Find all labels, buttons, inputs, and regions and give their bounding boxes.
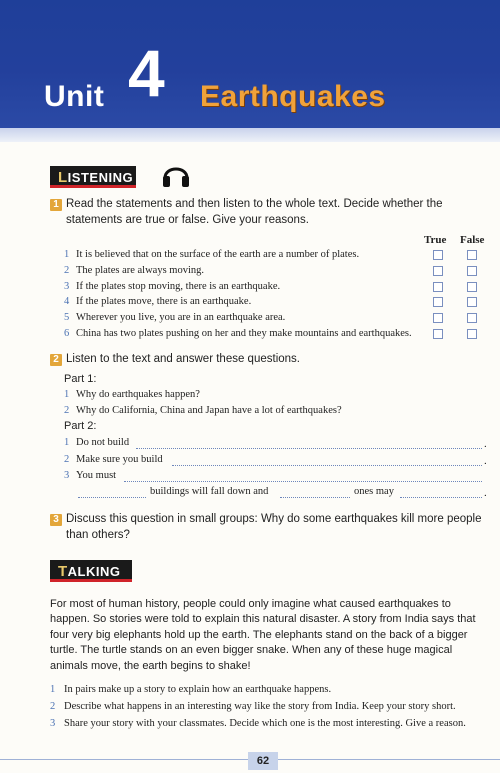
true-checkbox[interactable]: [433, 329, 443, 339]
question-2-text: Listen to the text and answer these questions.: [66, 353, 300, 365]
talking-paragraph: For most of human history, people could only imagine what caused earthquakes to happen. So stories were told to explain this natural disaster. A story from India says that four very big elephants hold up the earth. The elephants stand on the back of a bigger turtle. The turtle stands on an even bigger snake. When any of these huge magical animals move, the earth begins to shake!: [50, 598, 476, 672]
fill-in-text: buildings will fall down and: [150, 486, 269, 497]
true-checkbox[interactable]: [433, 313, 443, 323]
false-checkbox[interactable]: [467, 313, 477, 323]
false-checkbox[interactable]: [467, 266, 477, 276]
statement-row: 1 It is believed that on the surface of the earth are a number of plates.: [64, 249, 360, 260]
question-3-number: 3: [50, 514, 62, 526]
period: .: [484, 487, 487, 499]
task-item: 1 In pairs make up a story to explain how an earthquake happens.: [50, 684, 332, 695]
part-2-label: Part 2:: [64, 420, 97, 432]
task-item: 3 Share your story with your classmates. Decide which one is the most interesting. Give a reason.: [50, 718, 466, 729]
true-column-header: True: [424, 234, 447, 246]
page-number: 62: [248, 752, 278, 770]
answer-blank[interactable]: [78, 497, 146, 498]
fill-in-text: ones may: [354, 486, 394, 497]
period: .: [484, 438, 487, 450]
header-strip: [0, 128, 500, 142]
statement-row: 6 China has two plates pushing on her and they make mountains and earthquakes.: [64, 328, 412, 339]
headphones-icon: [160, 158, 192, 190]
answer-blank[interactable]: [172, 465, 482, 466]
question-2-number: 2: [50, 354, 62, 366]
false-checkbox[interactable]: [467, 282, 477, 292]
question-item: 2 Why do California, China and Japan have a lot of earthquakes?: [64, 405, 342, 416]
true-checkbox[interactable]: [433, 282, 443, 292]
talking-badge-rest: ALKING: [67, 564, 121, 579]
unit-label: Unit: [44, 80, 105, 113]
question-3-text: Discuss this question in small groups: Why do some earthquakes kill more people than others?: [66, 513, 482, 541]
talking-badge-initial: T: [58, 563, 68, 580]
statement-row: 5 Wherever you live, you are in an earthquake area.: [64, 312, 286, 323]
true-checkbox[interactable]: [433, 266, 443, 276]
unit-number: 4: [128, 36, 165, 110]
statement-row: 4 If the plates move, there is an earthquake.: [64, 296, 252, 307]
task-item: 2 Describe what happens in an interesting way like the story from India. Keep your story short.: [50, 701, 456, 712]
talking-badge: [50, 560, 132, 582]
fill-in-item: 1 Do not build: [64, 437, 130, 448]
statement-row: 2 The plates are always moving.: [64, 265, 204, 276]
false-checkbox[interactable]: [467, 250, 477, 260]
question-1-text: Read the statements and then listen to the whole text. Decide whether the statements are true or false. Give your reasons.: [66, 198, 443, 226]
listening-badge-rest: ISTENING: [67, 170, 134, 185]
true-checkbox[interactable]: [433, 297, 443, 307]
answer-blank[interactable]: [400, 497, 482, 498]
fill-in-item: 3 You must: [64, 470, 117, 481]
unit-title: Earthquakes: [200, 80, 386, 113]
period: .: [484, 455, 487, 467]
false-checkbox[interactable]: [467, 329, 477, 339]
false-column-header: False: [460, 234, 485, 246]
false-checkbox[interactable]: [467, 297, 477, 307]
answer-blank[interactable]: [136, 448, 482, 449]
listening-badge-initial: L: [58, 169, 68, 186]
question-1-number: 1: [50, 199, 62, 211]
statement-row: 3 If the plates stop moving, there is an earthquake.: [64, 281, 281, 292]
part-1-label: Part 1:: [64, 373, 97, 385]
answer-blank[interactable]: [124, 481, 482, 482]
listening-badge: [50, 166, 136, 188]
true-checkbox[interactable]: [433, 250, 443, 260]
question-item: 1 Why do earthquakes happen?: [64, 389, 200, 400]
answer-blank[interactable]: [280, 497, 350, 498]
fill-in-item: 2 Make sure you build: [64, 454, 163, 465]
